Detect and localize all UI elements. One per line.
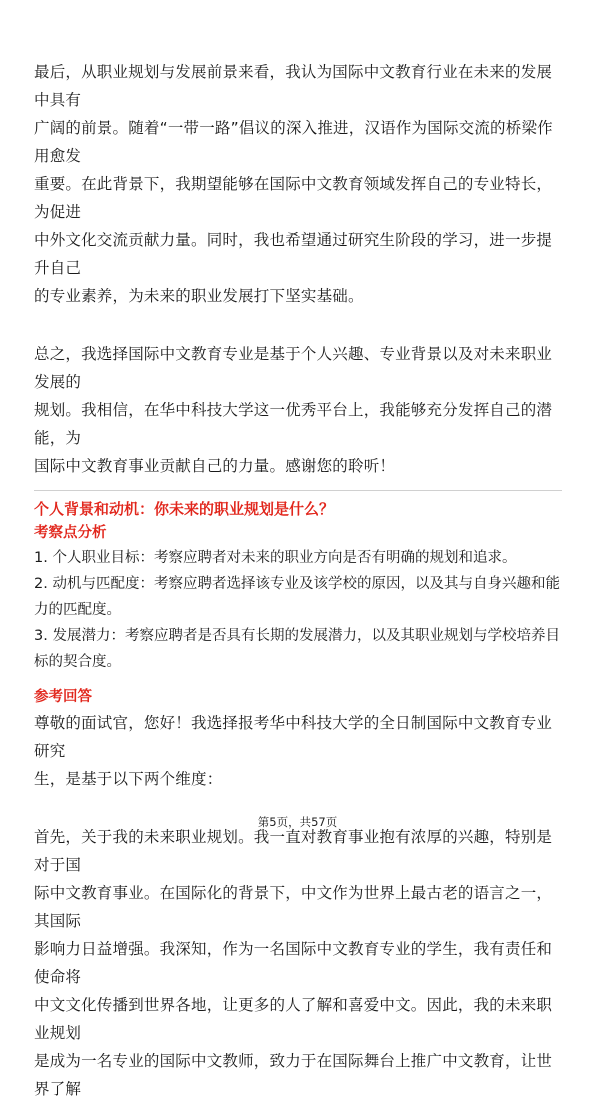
page-content [34,58,562,1103]
analysis-item: 1. 个人职业目标：考察应聘者对未来的职业方向是否有明确的规划和追求。 [34,550,517,566]
analysis-item: 2. 动机与匹配度：考察应聘者选择该专业及该学校的原因，以及其与自身兴趣和能 力的匹配度。 [34,576,560,618]
answer-body-paragraph: 首先，关于我的未来职业规划。我一直对教育事业抱有浓厚的兴趣，特别是对于国 际中文教育事业。在国际化的背景下，中文作为世界上最古老的语言之一，其国际 影响力日益增强。我深知，作为一名国际中文教育专业的学生，我有责任和使命将 中文文化传播到世界各地，让更多的人了解和喜爱中文。因此，我的未来职业规划 是成为一名专业的国际中文教师，致力于在国际舞台上推广中文教育，让世界了解 [34,828,553,1098]
question-title: 个人背景和动机：你未来的职业规划是什么？ [34,500,335,518]
answer-intro-paragraph: 尊敬的面试官，您好！我选择报考华中科技大学的全日制国际中文教育专业研究 生，是基于以下两个维度： [34,714,553,788]
conclusion-paragraph: 总之，我选择国际中文教育专业是基于个人兴趣、专业背景以及对未来职业发展的 规划。我相信，在华中科技大学这一优秀平台上，我能够充分发挥自己的潜能，为 国际中文教育事业贡献自己的力量。感谢您的聆听！ [34,345,553,475]
analysis-item: 3. 发展潜力：考察应聘者是否具有长期的发展潜力，以及其职业规划与学校培养目 标的契合度。 [34,628,560,670]
page-number-footer: 第5页，共57页 [257,815,338,829]
section-divider [34,490,562,491]
analysis-heading: 考察点分析 [34,525,107,541]
career-outlook-paragraph: 最后，从职业规划与发展前景来看，我认为国际中文教育行业在未来的发展中具有 广阔的前景。随着“一带一路”倡议的深入推进，汉语作为国际交流的桥梁作用愈发 重要。在此背景下，我期望能够在国际中文教育领域发挥自己的专业特长，为促进 中外文化交流贡献力量。同时，我也希望通过研究生阶段的学习，进一步提升自己 的专业素养，为未来的职业发展打下坚实基础。 [34,63,553,305]
answer-heading: 参考回答 [34,689,92,705]
